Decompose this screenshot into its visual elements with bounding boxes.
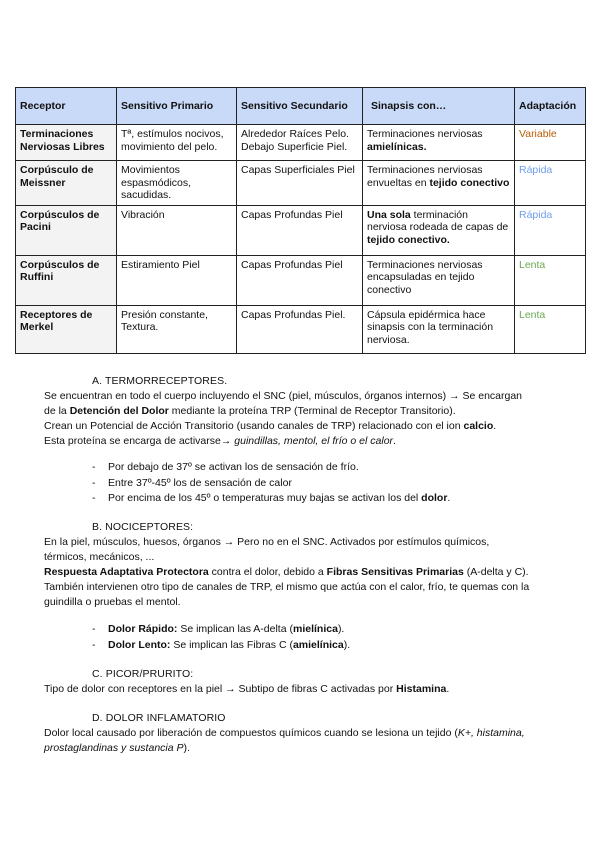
section-c-line-1 [44, 682, 564, 697]
cell-primario: Estiramiento Piel [117, 255, 237, 305]
section-a-line-3 [44, 419, 564, 434]
table-row [16, 255, 586, 305]
cell-adaptacion: Rápida [515, 205, 586, 255]
table-header-row [16, 88, 586, 125]
section-a-line-4 [44, 434, 564, 449]
header-secundario: Sensitivo Secundario [237, 88, 363, 125]
cell-secundario: Capas Profundas Piel. [237, 305, 363, 353]
list-item [92, 460, 450, 476]
cell-adaptacion: Rápida [515, 161, 586, 206]
text: ). [343, 638, 351, 651]
cell-secundario: Alrededor Raíces Pelo. Debajo Superficie Piel. [237, 125, 363, 161]
text: Se implican las A-delta ( [177, 623, 293, 635]
text: ). [337, 623, 345, 635]
section-a-bullets [92, 460, 450, 507]
list-item [92, 638, 350, 654]
text-italic: guindillas, mentol, el frío o el calor [234, 435, 394, 447]
text-italic: prostaglandinas y sustancia P [44, 742, 184, 754]
table-row [16, 125, 586, 161]
section-b-line-2: térmicos, mecánicos, ... [44, 551, 155, 563]
cell-primario: Vibración [117, 205, 237, 255]
text: . [446, 683, 450, 695]
text: Entre 37º-45º los de sensación de calor [108, 476, 292, 489]
cell-adaptacion: Lenta [515, 255, 586, 305]
section-b-body [44, 535, 564, 610]
section-a-line-1: Se encuentran en todo el cuerpo incluyendo el SNC (piel, músculos, órganos internos) → Se encargan [44, 390, 523, 402]
text-bold: mielínica [292, 623, 338, 635]
text: Por debajo de 37º se activan los de sensación de frío. [108, 461, 359, 473]
sinapsis-bold: Una sola [367, 208, 411, 221]
text-bold: amielínica [292, 638, 344, 651]
text: Tipo de dolor con receptores en la piel → Subtipo de fibras C activadas por [44, 683, 397, 695]
cell-receptor: Corpúsculos de Pacini [16, 205, 117, 255]
section-a-heading: A. TERMORRECEPTORES. [92, 375, 228, 387]
section-b-heading: B. NOCICEPTORES: [92, 521, 194, 533]
text: Crean un Potencial de Acción Transitorio (usando canales de TRP) relacionado con el ion [44, 420, 464, 432]
list-item [92, 491, 450, 507]
cell-secundario: Capas Profundas Piel [237, 205, 363, 255]
table-row [16, 161, 586, 206]
section-d-heading: D. DOLOR INFLAMATORIO [92, 712, 226, 724]
cell-sinapsis: Terminaciones nerviosas encapsuladas en tejido conectivo [363, 255, 515, 305]
cell-receptor: Terminaciones Nerviosas Libres [16, 125, 117, 161]
text-bold: Detención del Dolor [69, 405, 169, 417]
text: Dolor local causado por liberación de compuestos químicos cuando se lesiona un tejido ( [44, 727, 458, 739]
cell-secundario: Capas Superficiales Piel [237, 161, 363, 206]
header-receptor: Receptor [16, 88, 117, 125]
text-bold: Dolor Rápido: [108, 623, 178, 635]
cell-sinapsis [363, 125, 515, 161]
section-d-line-2 [44, 741, 564, 756]
header-sinapsis: Sinapsis con… [363, 88, 515, 125]
section-a-body [44, 389, 564, 449]
sinapsis-text: Terminaciones nerviosas envueltas en [367, 164, 483, 189]
text: contra el dolor, debido a [208, 566, 327, 578]
sinapsis-bold: amielínicas. [367, 140, 427, 153]
text: (A-delta y C). [463, 566, 529, 578]
receptor-table [15, 87, 586, 354]
table-row [16, 305, 586, 353]
section-b-bullets [92, 622, 350, 653]
text-bold: Histamina [396, 683, 447, 695]
section-b-line-5: guindilla o pruebas el mentol. [44, 596, 181, 608]
text-bold: dolor [421, 492, 448, 504]
text-bold: calcio [463, 420, 494, 432]
text: Se implican las Fibras C ( [170, 638, 293, 651]
cell-adaptacion: Lenta [515, 305, 586, 353]
header-primario: Sensitivo Primario [117, 88, 237, 125]
sinapsis-bold: tejido conectivo [429, 176, 510, 189]
cell-receptor: Corpúsculos de Ruffini [16, 255, 117, 305]
text: de la [44, 405, 70, 417]
text: . [493, 420, 497, 432]
table-row [16, 205, 586, 255]
cell-primario: Movimientos espasmódicos, sacudidas. [117, 161, 237, 206]
list-item [92, 622, 350, 638]
cell-sinapsis [363, 205, 515, 255]
sinapsis-text: terminación nerviosa rodeada de capas de [367, 208, 509, 233]
text: mediante la proteína TRP (Terminal de Receptor Transitorio). [168, 405, 456, 417]
text-italic: K+, histamina, [457, 727, 525, 739]
section-b-line-4: También intervienen otro tipo de canales de TRP, el mismo que actúa con el calor, frío, te quemas con la [44, 581, 530, 593]
section-d-line-1 [44, 726, 564, 741]
section-c-body [44, 682, 564, 697]
sinapsis-text: Terminaciones nerviosas [367, 128, 483, 140]
cell-receptor: Receptores de Merkel [16, 305, 117, 353]
section-a-line-2 [44, 404, 564, 419]
cell-secundario: Capas Profundas Piel [237, 255, 363, 305]
text-bold: Dolor Lento: [108, 638, 171, 651]
cell-primario: Tª, estímulos nocivos, movimiento del pelo. [117, 125, 237, 161]
text: . [447, 492, 451, 504]
cell-sinapsis [363, 161, 515, 206]
list-item [92, 476, 450, 492]
section-b-line-3 [44, 565, 564, 580]
header-adaptacion: Adaptación [515, 88, 586, 125]
cell-sinapsis: Cápsula epidérmica hace sinapsis con la terminación nerviosa. [363, 305, 515, 353]
section-d-body [44, 726, 564, 756]
text: Esta proteína se encarga de activarse→ [44, 435, 235, 447]
cell-receptor: Corpúsculo de Meissner [16, 161, 117, 206]
text-bold: Fibras Sensitivas Primarias [326, 566, 464, 578]
cell-primario: Presión constante, Textura. [117, 305, 237, 353]
text: . [393, 435, 396, 447]
section-b-line-1: En la piel, músculos, huesos, órganos → Pero no en el SNC. Activados por estímulos químicos, [44, 536, 490, 548]
text: ). [183, 742, 190, 754]
text: Por encima de los 45º o temperaturas muy bajas se activan los del [108, 492, 422, 504]
text-bold: Respuesta Adaptativa Protectora [44, 566, 209, 578]
section-c-heading: C. PICOR/PRURITO: [92, 668, 194, 680]
sinapsis-bold-2: tejido conectivo. [367, 233, 450, 246]
cell-adaptacion: Variable [515, 125, 586, 161]
